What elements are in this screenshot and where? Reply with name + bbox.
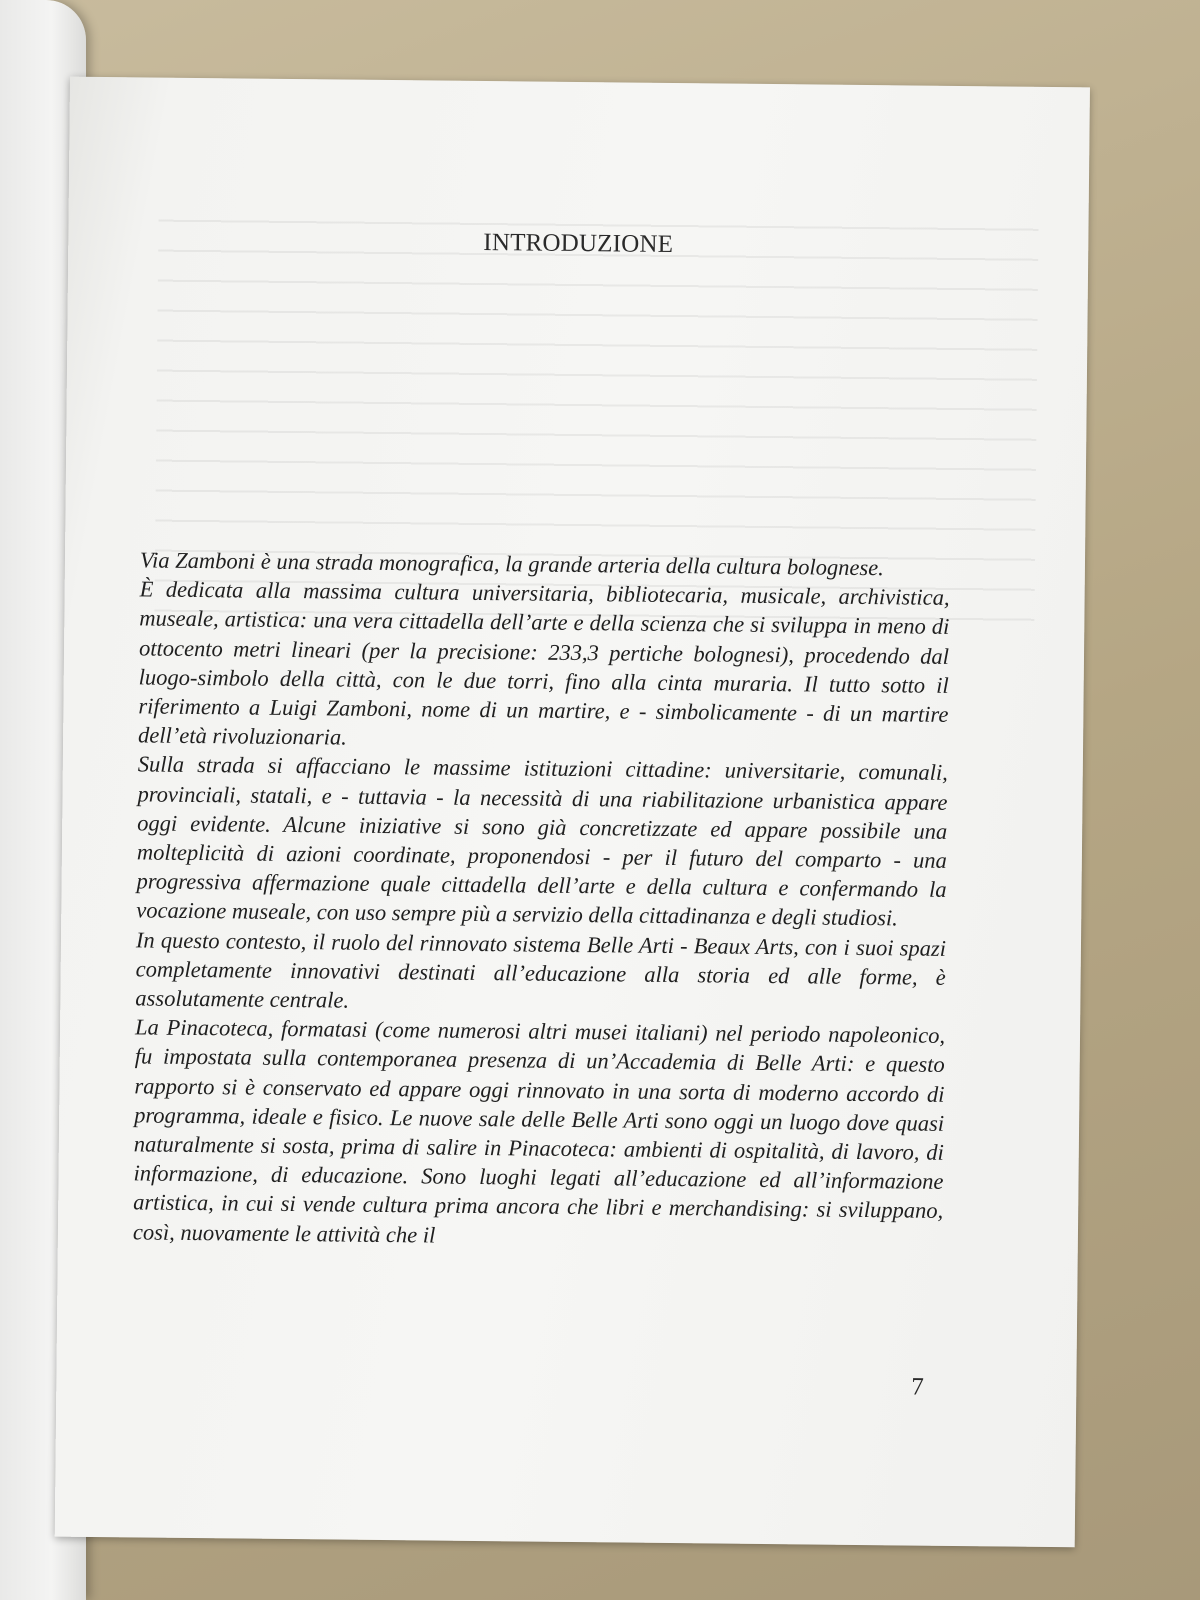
paragraph-4: In questo contesto, il ruolo del rinnovato sistema Belle Arti - Beaux Arts, con i suoi spazi completamente innovativi destinati all’educazione alla storia ed alle forme, è assolutamente centrale.: [135, 927, 947, 1013]
body-text: [133, 545, 950, 1254]
paragraph-3: Sulla strada si affacciano le massime istituzioni cittadine: universitarie, comunali, provinciali, statali, e - tuttavia - la necessità di una riabilitazione urbanistica appare oggi evidente. Alcune iniziative si sono già concretizzate ed appare possibile una molteplicità di azioni coordinate, proponendosi - per il futuro del comparto - una progressiva affermazione quale cittadella dell’arte e della cultura e confermando la vocazione museale, con uso sempre più a servizio della cittadinanza e degli studiosi.: [136, 751, 948, 931]
paragraph-2: È dedicata alla massima cultura universitaria, bibliotecaria, musicale, archivistica, museale, artistica: una vera cittadella dell’arte e della scienza che si sviluppa in meno di ottocento metri lineari (per la precisione: 233,3 pertiche bolognesi), procedendo dal luogo-simbolo della città, con le due torri, fino alla cinta muraria. Il tutto sotto il riferimento a Luigi Zamboni, nome di un martire, e - simbolicamente - di un martire dell’età rivoluzionaria.: [138, 576, 950, 750]
paragraph-1: Via Zamboni è una strada monografica, la grande arteria della cultura bolognese.: [139, 547, 884, 581]
paragraph-5: La Pinacoteca, formatasi (come numerosi altri musei italiani) nel periodo napoleonico, fu impostata sulla contemporanea presenza di un’Accademia di Belle Arti: e questo rapporto si è conservato ed appare oggi rinnovato in una sorta di moderno accordo di programma, ideale e fisico. Le nuove sale delle Belle Arti sono oggi un luogo dove quasi naturalmente si sosta, prima di salire in Pinacoteca: ambienti di ospitalità, di lavoro, di informazione, di educazione. Sono luoghi legati all’educazione ed all’informazione artistica, in cui si vende cultura prima ancora che libri e merchandising: si sviluppano, così, nuovamente le attività che il: [132, 1014, 946, 1248]
page-title: INTRODUZIONE: [483, 228, 674, 258]
page-number: 7: [911, 1373, 924, 1401]
book-page: [55, 77, 1090, 1548]
